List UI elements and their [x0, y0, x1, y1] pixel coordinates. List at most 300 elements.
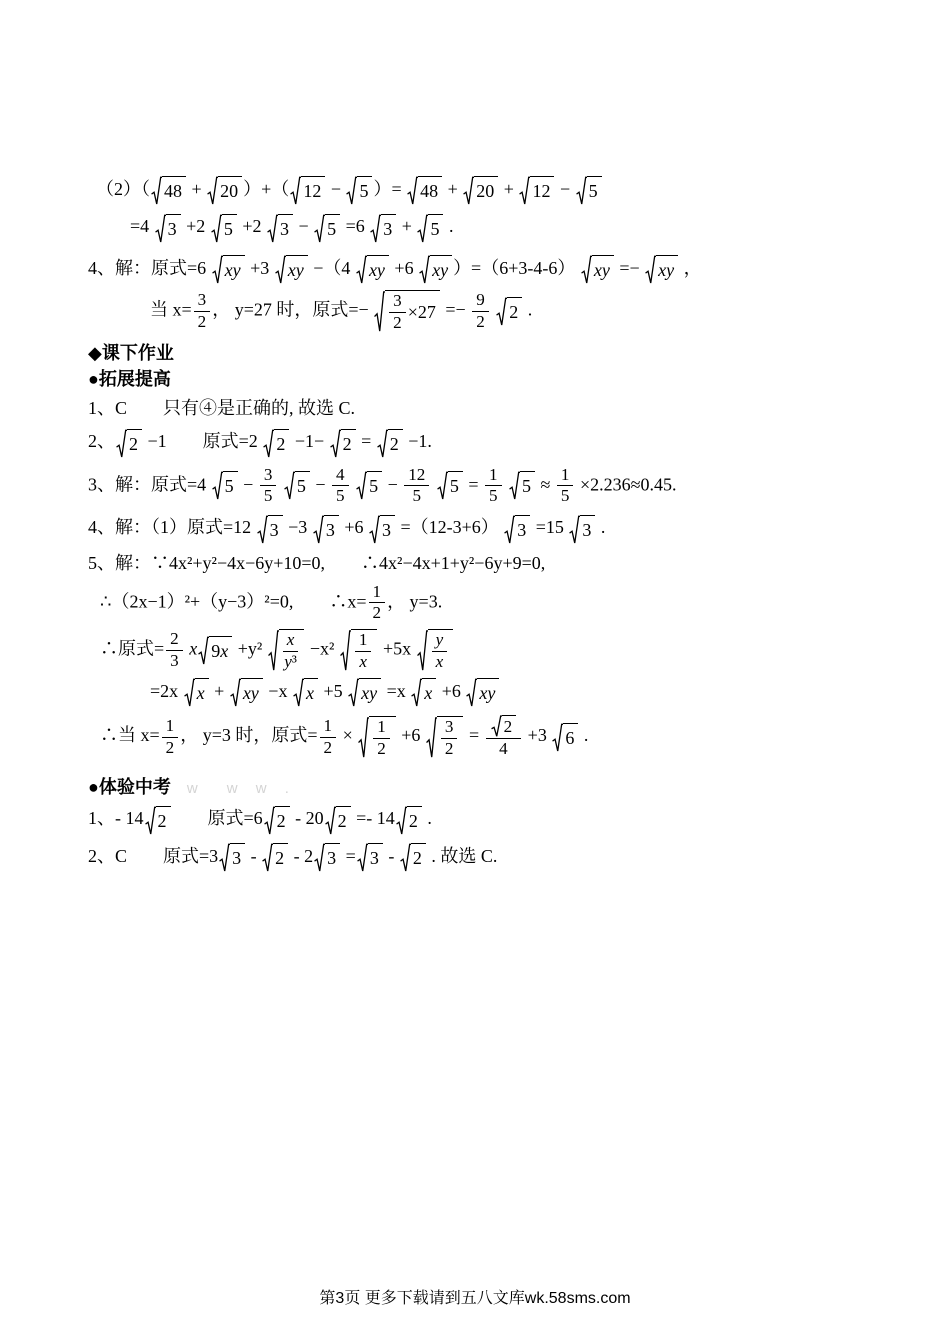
fraction: [472, 291, 489, 332]
fraction-numerator: [485, 466, 502, 487]
solution4-step1: [88, 255, 898, 284]
math-text: [351, 474, 356, 494]
math-text: 2: [129, 433, 138, 454]
math-text: +: [443, 179, 463, 199]
radical-sign-icon: [330, 429, 341, 458]
radical-sign-icon: [314, 214, 325, 243]
sqrt-radical: [257, 515, 283, 544]
radical-sign-icon: [230, 678, 241, 707]
sqrt-radical: [519, 176, 554, 205]
radical-sign-icon: [116, 429, 127, 458]
math-text: 1: [560, 464, 570, 484]
math-text: ）=: [373, 179, 407, 199]
math-variable: xy: [479, 683, 496, 704]
radical-sign-icon: [212, 471, 223, 500]
math-text: +2: [181, 216, 210, 237]
radicand: [325, 214, 340, 243]
sqrt-radical: [357, 843, 383, 872]
fraction-numerator: [369, 583, 386, 604]
sqrt-radical: [437, 471, 463, 500]
math-text: 3: [197, 290, 207, 310]
fraction: [194, 291, 211, 332]
radical-sign-icon: [576, 176, 587, 205]
expand-item5-step3: [100, 629, 898, 672]
math-text: 2: [503, 716, 513, 736]
math-text: −: [383, 474, 403, 495]
expand-item5-step4: [150, 678, 898, 707]
math-text: 2: [393, 312, 402, 332]
math-variable: xy: [593, 260, 610, 281]
fraction-denominator: [476, 312, 485, 332]
radical-sign-icon: [400, 843, 411, 872]
radicand: [369, 716, 396, 759]
radical-sign-icon: [257, 515, 268, 544]
radicand: [656, 255, 678, 284]
radicand: [407, 806, 422, 835]
fraction-denominator: [284, 652, 297, 672]
sqrt-radical: [219, 843, 245, 872]
radicand: [388, 429, 403, 458]
radical-sign-icon: [262, 843, 273, 872]
sqrt-radical: [358, 716, 396, 759]
radical-sign-icon: [374, 290, 385, 333]
sqrt-radical: [466, 678, 499, 707]
math-text: 2: [509, 301, 519, 322]
radical-sign-icon: [645, 255, 656, 284]
sqrt-radical: [356, 255, 389, 284]
radicand: [295, 471, 310, 500]
math-variable: xy: [287, 260, 304, 281]
fraction-numerator: [332, 466, 349, 487]
radical-sign-icon: [419, 255, 430, 284]
sqrt-radical: [264, 806, 290, 835]
fraction-denominator: [377, 739, 386, 759]
radical-sign-icon: [264, 806, 275, 835]
radicand: [515, 515, 530, 544]
math-text: .: [596, 517, 606, 538]
math-text: [504, 474, 509, 494]
math-text: . 故选 C.: [426, 845, 498, 866]
fraction-numerator: [441, 718, 458, 739]
sqrt-radical: [645, 255, 678, 284]
radicand: [218, 176, 242, 205]
radicand: [592, 255, 614, 284]
radicand: [380, 515, 395, 544]
radical-sign-icon: [325, 806, 336, 835]
radicand: [127, 429, 142, 458]
math-text: 当 x=: [150, 299, 192, 320]
worksheet-content: [88, 176, 898, 882]
math-text: =: [341, 845, 356, 866]
math-text: .: [444, 216, 454, 237]
math-text: 2: [276, 810, 286, 831]
radicand: [368, 843, 383, 872]
radical-sign-icon: [369, 515, 380, 544]
fraction: [162, 717, 179, 758]
sqrt-radical: [207, 176, 242, 205]
section-homework: ◆课下作业: [88, 342, 174, 363]
math-text: ）=（6+3-4-6）: [453, 257, 580, 278]
radicand: [359, 678, 381, 707]
fraction-numerator: [260, 466, 277, 487]
math-text: ³: [291, 652, 297, 672]
fraction: [332, 466, 349, 507]
math-text: 2: [276, 433, 286, 454]
math-text: =: [463, 474, 483, 495]
math-text: 2: [377, 738, 386, 758]
math-text: 3: [582, 519, 592, 540]
expand-item3: [88, 466, 898, 507]
math-text: +5x: [378, 638, 416, 659]
radicand: [222, 214, 237, 243]
radicand: [367, 471, 382, 500]
radical-sign-icon: [466, 678, 477, 707]
fraction-denominator: [393, 313, 402, 333]
radicand: [411, 843, 426, 872]
math-text: −: [555, 179, 575, 199]
radicand: [156, 806, 171, 835]
radicand: [223, 255, 245, 284]
expand-item5-step5: [100, 715, 898, 759]
fraction-numerator: [373, 718, 390, 739]
radical-sign-icon: [463, 176, 474, 205]
math-text: 5: [522, 476, 532, 497]
radicand: [385, 290, 440, 333]
math-text: 1: [358, 630, 368, 650]
fraction-numerator: [166, 630, 183, 651]
radicand: [268, 515, 283, 544]
math-text: 20: [476, 181, 495, 202]
sqrt-radical: [116, 429, 142, 458]
math-text: =（12-3+6）: [395, 517, 504, 538]
radicand: [274, 429, 289, 458]
math-text: =2x: [150, 680, 183, 701]
watermark-text: w w w .: [186, 780, 296, 798]
math-text: +5: [318, 680, 348, 701]
radicand: [587, 176, 602, 205]
math-text: 2: [372, 603, 382, 623]
radical-sign-icon: [313, 515, 324, 544]
radicand: [428, 214, 443, 243]
math-text: 12: [408, 464, 426, 484]
fraction-numerator: [162, 717, 179, 738]
fraction-denominator: [166, 738, 175, 758]
fraction-denominator: [324, 738, 333, 758]
math-text: 1、C 只有④是正确的, 故选 C.: [88, 398, 356, 419]
math-text: -: [246, 845, 262, 866]
math-text: - 2: [289, 845, 314, 866]
math-text: 5: [359, 181, 369, 202]
math-text: 1: [372, 581, 382, 601]
math-text: 12: [303, 181, 322, 202]
math-text: +6: [396, 725, 425, 746]
radicand: [336, 806, 351, 835]
math-text: 4、解：（1）原式=12: [88, 517, 256, 538]
fraction: [432, 631, 448, 672]
fraction-numerator: [389, 292, 406, 313]
fraction: [355, 631, 372, 672]
math-text: ∴（2x−1）²+（y−3）²=0, ∴x=: [100, 591, 367, 612]
sqrt-radical: [491, 715, 517, 737]
math-variable: xy: [658, 260, 675, 281]
fraction-numerator: [320, 717, 337, 738]
sqrt-radical: [314, 843, 340, 872]
radical-sign-icon: [411, 678, 422, 707]
sqrt-radical: [267, 214, 293, 243]
math-text: ）+（: [243, 179, 290, 199]
radical-sign-icon: [275, 255, 286, 284]
sqrt-radical: [407, 176, 442, 205]
fraction-denominator: [373, 603, 382, 623]
sqrt-radical: [262, 843, 288, 872]
math-text: 48: [164, 181, 182, 202]
sqrt-radical: [212, 471, 238, 500]
math-text: 1: [377, 716, 386, 736]
math-text: 4、解：原式=6: [88, 257, 211, 278]
radicand: [279, 629, 305, 672]
section-expand: ●拓展提高: [88, 369, 171, 390]
math-text: +: [209, 680, 229, 701]
radical-sign-icon: [396, 806, 407, 835]
math-text: 3: [279, 218, 289, 239]
math-text: 5: [296, 476, 306, 497]
math-text: 2: [342, 433, 352, 454]
math-text: 5: [412, 486, 422, 506]
math-text: 12: [532, 181, 551, 202]
radicand: [278, 214, 293, 243]
radical-sign-icon: [284, 471, 295, 500]
sqrt-radical: [396, 806, 422, 835]
sqrt-radical: [268, 629, 305, 672]
math-text: +3: [245, 257, 274, 278]
radical-sign-icon: [356, 255, 367, 284]
sqrt-radical: [330, 429, 356, 458]
radicand: [162, 176, 186, 205]
math-text: 5: [488, 486, 498, 506]
math-text: ，: [679, 257, 702, 278]
math-text: −: [238, 474, 258, 495]
math-text: 5: [327, 218, 337, 239]
fraction-denominator: [170, 651, 179, 671]
expand-item1: [88, 395, 898, 422]
radicand: [275, 806, 290, 835]
math-text: 1、- 14: [88, 808, 144, 829]
math-text: [491, 300, 496, 320]
radicand: [223, 471, 238, 500]
fraction-denominator: [264, 486, 273, 506]
radical-sign-icon: [519, 176, 530, 205]
radical-sign-icon: [219, 843, 230, 872]
math-text: 20: [220, 181, 239, 202]
radical-sign-icon: [417, 629, 428, 672]
fraction: [557, 466, 574, 507]
radicand: [430, 255, 452, 284]
math-text: 48: [420, 181, 439, 202]
sqrt-radical: [184, 678, 209, 707]
sqrt-radical: [417, 214, 443, 243]
fraction-denominator: [412, 486, 421, 506]
sqrt-radical: [348, 678, 381, 707]
math-text: 1: [323, 715, 333, 735]
radicand: [428, 629, 454, 672]
math-text: −x²: [305, 638, 339, 659]
sqrt-radical: [211, 214, 237, 243]
radical-sign-icon: [569, 515, 580, 544]
fraction-denominator: [499, 739, 508, 759]
fraction-numerator: [355, 631, 372, 652]
math-text: −3: [283, 517, 312, 538]
radicand: [195, 678, 209, 707]
radicand: [325, 843, 340, 872]
sqrt-radical: [356, 471, 382, 500]
radicand: [530, 176, 554, 205]
fraction: [485, 466, 502, 507]
math-variable: x: [286, 630, 295, 650]
math-text: 5: [224, 476, 234, 497]
math-text: -: [383, 845, 399, 866]
math-text: [278, 474, 283, 494]
radicand: [381, 214, 396, 243]
math-text: 2: [389, 433, 399, 454]
math-text: −1−: [290, 431, 329, 452]
radicand: [324, 515, 339, 544]
radicand: [477, 678, 499, 707]
sqrt-radical: [293, 678, 318, 707]
sqrt-radical: [370, 214, 396, 243]
sqrt-radical: [313, 515, 339, 544]
math-text: ， y=3 时，原式=: [180, 725, 318, 746]
fraction-denominator: [359, 652, 367, 672]
radical-sign-icon: [356, 471, 367, 500]
sqrt-radical: [346, 176, 372, 205]
radicand: [563, 723, 578, 752]
sqrt-radical: [374, 290, 440, 333]
math-text: +: [397, 216, 417, 237]
math-text: ×: [338, 725, 358, 746]
radicand: [230, 843, 245, 872]
radicand: [166, 214, 181, 243]
radical-sign-icon: [417, 214, 428, 243]
math-text: 9: [476, 290, 485, 310]
fraction: [486, 715, 522, 759]
radical-sign-icon: [509, 471, 520, 500]
math-variable: xy: [361, 683, 378, 704]
fraction-denominator: [445, 739, 454, 759]
math-text: 5、解：∵4x²+y²−4x−6y+10=0, ∴4x²−4x+1+y²−6y+9=0,: [88, 552, 546, 573]
radical-sign-icon: [145, 806, 156, 835]
math-text: （2）（: [96, 179, 150, 199]
sqrt-radical: [504, 515, 530, 544]
radical-sign-icon: [267, 214, 278, 243]
math-text: +: [187, 179, 207, 199]
radicand: [437, 716, 464, 759]
radical-sign-icon: [212, 255, 223, 284]
math-text: 2: [408, 810, 418, 831]
sqrt-radical: [151, 176, 186, 205]
math-text: [431, 474, 436, 494]
radical-sign-icon: [151, 176, 162, 205]
math-text: 3: [369, 848, 379, 869]
radicand: [520, 471, 535, 500]
math-text: −: [310, 474, 331, 495]
fraction-numerator: [472, 291, 489, 312]
expand-item5-step2: [100, 583, 898, 624]
exam-item2: [88, 843, 898, 872]
sqrt-radical: [284, 471, 310, 500]
math-text: 4: [336, 464, 345, 484]
math-text: −x: [263, 680, 292, 701]
radicand: [474, 176, 498, 205]
sqrt-radical: [463, 176, 498, 205]
radical-sign-icon: [314, 843, 325, 872]
math-text: 2: [275, 848, 285, 869]
math-variable: x: [196, 683, 205, 704]
sqrt-radical: [290, 176, 325, 205]
radicand: [418, 176, 442, 205]
radicand: [273, 843, 288, 872]
math-text: ×27: [407, 301, 436, 322]
radical-sign-icon: [293, 678, 304, 707]
radical-sign-icon: [437, 471, 448, 500]
sqrt-radical: [509, 471, 535, 500]
math-text: 3: [327, 848, 337, 869]
radical-sign-icon: [290, 176, 301, 205]
math-text: +6: [389, 257, 419, 278]
math-text: 3: [170, 651, 179, 671]
solution2-step1: [96, 176, 898, 205]
radicand: [241, 678, 263, 707]
sqrt-radical: [314, 214, 340, 243]
sqrt-radical: [275, 255, 308, 284]
math-text: 3: [167, 218, 177, 239]
math-variable: x: [220, 641, 229, 662]
radicand: [304, 678, 318, 707]
math-variable: x: [189, 638, 198, 659]
math-text: ， y=27 时，原式=−: [212, 299, 374, 320]
math-text: - 20: [290, 808, 324, 829]
math-text: 3: [325, 519, 335, 540]
fraction-numerator: [404, 466, 429, 487]
math-variable: y: [435, 630, 444, 650]
radicand: [507, 297, 522, 326]
sqrt-radical: [212, 255, 245, 284]
radicand: [502, 715, 517, 737]
math-variable: x: [435, 652, 444, 672]
sqrt-radical: [155, 214, 181, 243]
fraction: [369, 583, 386, 624]
math-text: +y²: [233, 638, 267, 659]
sqrt-radical: [369, 515, 395, 544]
sqrt-radical: [198, 636, 232, 665]
fraction: [166, 630, 183, 671]
radical-sign-icon: [155, 214, 166, 243]
math-text: −1 原式=2: [143, 431, 263, 452]
radicand: [286, 255, 308, 284]
math-variable: xy: [242, 683, 259, 704]
math-variable: xy: [224, 260, 241, 281]
math-text: 3: [517, 519, 527, 540]
math-variable: x: [359, 652, 367, 672]
sqrt-radical: [496, 297, 522, 326]
sqrt-radical: [426, 716, 464, 759]
math-text: =−: [440, 299, 471, 320]
math-text: 2: [165, 737, 175, 757]
radical-sign-icon: [581, 255, 592, 284]
math-text: =- 14: [351, 808, 395, 829]
fraction-denominator: [198, 312, 207, 332]
radical-sign-icon: [370, 214, 381, 243]
fraction: [283, 631, 299, 672]
